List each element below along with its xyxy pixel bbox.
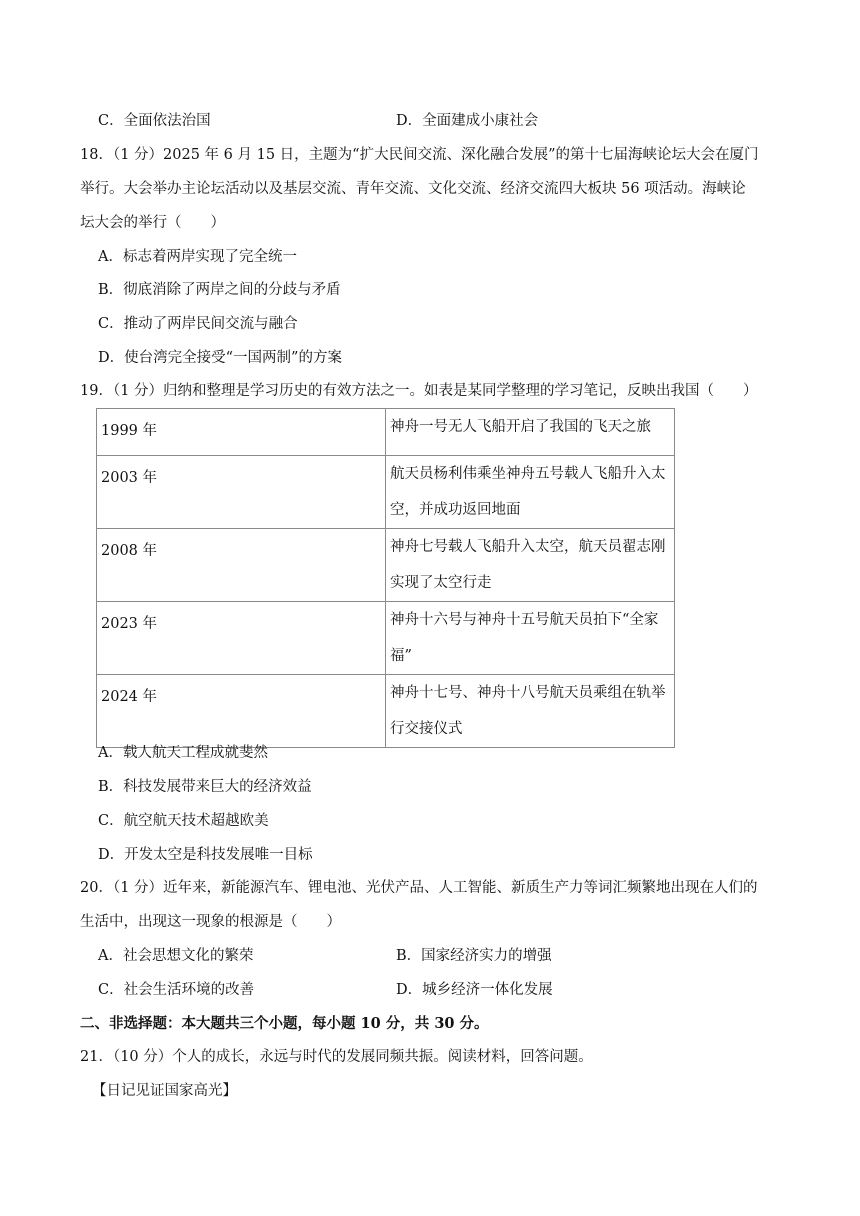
q21-stem: 21．（10 分）个人的成长，永远与时代的发展同频共振。阅读材料，回答问题。 <box>80 1049 593 1065</box>
q18-stem-line3: 坛大会的举行（ ） <box>80 215 225 231</box>
event-cell: 神舟十七号、神舟十八号航天员乘组在轨举行交接仪式 <box>386 675 675 748</box>
year-cell: 2003 年 <box>97 456 386 529</box>
q20-stem-line1: 20．（1 分）近年来，新能源汽车、锂电池、光伏产品、人工智能、新质生产力等词汇频繁地出现在人们的 <box>80 880 758 896</box>
q18-option-a: A．标志着两岸实现了完全统一 <box>98 249 297 265</box>
q18-stem-line1: 18．（1 分）2025 年 6 月 15 日，主题为“扩大民间交流、深化融合发展”的第十七届海峡论坛大会在厦门 <box>80 147 759 163</box>
event-cell: 神舟一号无人飞船开启了我国的飞天之旅 <box>386 409 675 456</box>
year-cell: 2008 年 <box>97 529 386 602</box>
q18-option-b: B．彻底消除了两岸之间的分歧与矛盾 <box>98 282 341 298</box>
q19-option-d: D．开发太空是科技发展唯一目标 <box>98 847 313 863</box>
table-row <box>97 529 675 602</box>
q17-option-d: D．全面建成小康社会 <box>396 113 539 129</box>
q18-stem-line2: 举行。大会举办主论坛活动以及基层交流、青年交流、文化交流、经济交流四大板块 56 项活动。海峡论 <box>80 181 746 197</box>
table-row <box>97 409 675 456</box>
q19-option-b: B．科技发展带来巨大的经济效益 <box>98 779 312 795</box>
q19-option-a: A．载人航天工程成就斐然 <box>98 745 268 761</box>
q17-option-c: C．全面依法治国 <box>98 113 211 129</box>
q20-stem-line2: 生活中，出现这一现象的根源是（ ） <box>80 914 341 930</box>
q20-option-a: A．社会思想文化的繁荣 <box>98 948 254 964</box>
q20-option-c: C．社会生活环境的改善 <box>98 982 255 998</box>
table-row <box>97 675 675 748</box>
q20-option-d: D．城乡经济一体化发展 <box>396 982 553 998</box>
section-heading: 二、非选择题：本大题共三个小题，每小题 10 分，共 30 分。 <box>80 1015 489 1032</box>
year-cell: 2023 年 <box>97 602 386 675</box>
q21-subheading: 【日记见证国家高光】 <box>92 1083 237 1099</box>
event-cell: 神舟十六号与神舟十五号航天员拍下“全家福” <box>386 602 675 675</box>
table-row <box>97 602 675 675</box>
q19-option-c: C．航空航天技术超越欧美 <box>98 813 269 829</box>
event-cell: 神舟七号载人飞船升入太空，航天员翟志刚实现了太空行走 <box>386 529 675 602</box>
study-notes-table <box>96 408 675 748</box>
table-row <box>97 456 675 529</box>
q20-option-b: B．国家经济实力的增强 <box>396 948 552 964</box>
year-cell: 1999 年 <box>97 409 386 456</box>
q19-stem: 19．（1 分）归纳和整理是学习历史的有效方法之一。如表是某同学整理的学习笔记，反映出我国（ ） <box>80 383 758 399</box>
q18-option-c: C．推动了两岸民间交流与融合 <box>98 316 298 332</box>
event-cell: 航天员杨利伟乘坐神舟五号载人飞船升入太空，并成功返回地面 <box>386 456 675 529</box>
year-cell: 2024 年 <box>97 675 386 748</box>
q18-option-d: D．使台湾完全接受“一国两制”的方案 <box>98 350 342 366</box>
